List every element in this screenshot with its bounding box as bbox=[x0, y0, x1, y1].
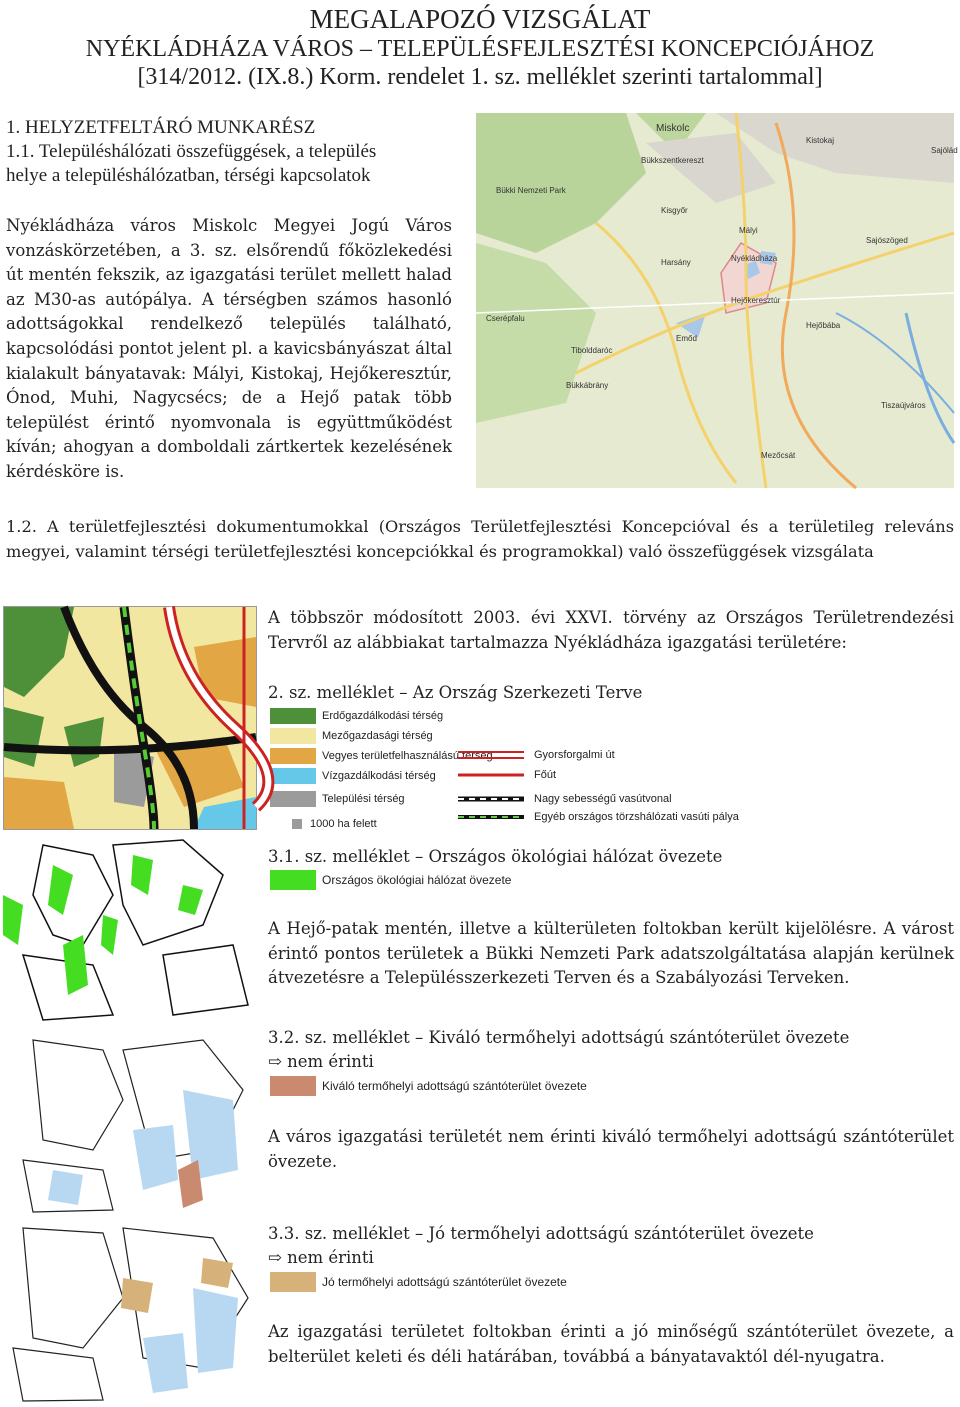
svg-text:Bükkábrány: Bükkábrány bbox=[566, 381, 609, 390]
subsection-heading-line1: 1.1. Településhálózati összefüggések, a település bbox=[6, 141, 377, 162]
annex31-title: 3.1. sz. melléklet – Országos ökológiai hálózat övezete bbox=[268, 847, 723, 866]
legend-swatch bbox=[292, 819, 302, 829]
svg-text:Nyékládháza: Nyékládháza bbox=[731, 254, 778, 263]
svg-text:Hejőbába: Hejőbába bbox=[806, 321, 841, 330]
legend-item: Kiváló termőhelyi adottságú szántóterület övezete bbox=[270, 1076, 587, 1096]
legend-swatch bbox=[270, 1272, 316, 1292]
legend-swatch bbox=[270, 870, 316, 890]
legend-line-icon bbox=[456, 747, 526, 763]
legal-reference: [314/2012. (IX.8.) Korm. rendelet 1. sz. melléklet szerinti tartalommal] bbox=[137, 64, 823, 90]
structure-plan-map bbox=[3, 606, 257, 830]
svg-text:Tiszaújváros: Tiszaújváros bbox=[881, 401, 926, 410]
legend-item: Települési térség bbox=[270, 790, 405, 808]
annex33-title: 3.3. sz. melléklet – Jó termőhelyi adottságú szántóterület övezete bbox=[268, 1224, 814, 1243]
legend-item: 1000 ha felett bbox=[320, 815, 377, 833]
section12-heading: 1.2. A területfejlesztési dokumentumokkal (Országos Területfejlesztési Koncepcióval és a területileg releváns megyei, valamint térségi területfejlesztési koncepciókkal és programokkal) való összefüggések vizsgálata bbox=[6, 517, 954, 561]
svg-text:Kisgyőr: Kisgyőr bbox=[661, 206, 688, 215]
legend-item: Vízgazdálkodási térség bbox=[270, 767, 436, 785]
svg-text:Hejőkeresztúr: Hejőkeresztúr bbox=[731, 296, 781, 305]
svg-text:Kistokaj: Kistokaj bbox=[806, 136, 835, 145]
svg-text:Cserépfalu: Cserépfalu bbox=[486, 314, 525, 323]
legend-item: Nagy sebességű vasútvonal bbox=[456, 790, 672, 808]
legend-line-icon bbox=[456, 767, 526, 783]
legend-item: Gyorsforgalmi út bbox=[456, 746, 615, 764]
legend-item: Mezőgazdasági térség bbox=[270, 727, 433, 745]
svg-text:Sajólád: Sajólád bbox=[931, 146, 958, 155]
svg-text:Emőd: Emőd bbox=[676, 334, 697, 343]
svg-text:Miskolc: Miskolc bbox=[656, 123, 690, 134]
svg-text:Tibolddaróc: Tibolddaróc bbox=[571, 346, 613, 355]
good-arable-map bbox=[3, 1218, 255, 1403]
svg-text:Sajószöged: Sajószöged bbox=[866, 236, 908, 245]
region-map bbox=[476, 113, 958, 488]
legend-swatch bbox=[270, 791, 316, 807]
legend-line-icon bbox=[456, 791, 526, 807]
legend-swatch bbox=[270, 1076, 316, 1096]
legend-line-icon bbox=[456, 809, 526, 825]
legend-swatch bbox=[270, 768, 316, 784]
annex31-body: A Hejő-patak mentén, illetve a külterületen foltokban került kijelölésre. A várost érintő pontos területek a Bükki Nemzeti Park adatszolgáltatása alapján kerülnek átvezetésre a Településszerkezeti Terven és a Szabályozási Terveken. bbox=[268, 919, 954, 988]
section1-body: Nyékládháza város Miskolc Megyei Jogú Város vonzáskörzetében, a 3. sz. elsőrendű főközlekedési út mentén fekszik, az igazgatási terület mellett halad az M30-as autópálya. A térségben számos hasonló adottságokkal rendelkező település található, kapcsolódási pontot jelent pl. a kavicsbányászat által kialakult bányatavak: Mályi, Kistokaj, Hejőkeresztúr, Ónod, Muhi, Nagycsécs; de a Hejő patak több települést érintő nyomvonala is együttműködést kíván; ahogyan a domboldali zártkertek kezelésének kérdésköre is. bbox=[6, 216, 452, 481]
annex32-body: A város igazgatási területét nem érinti kiváló termőhelyi adottságú szántóterület övezete. bbox=[268, 1127, 954, 1171]
legend-item: Főút bbox=[456, 766, 556, 784]
page-title: MEGALAPOZÓ VIZSGÁLAT bbox=[309, 4, 651, 34]
legend-swatch bbox=[270, 708, 316, 724]
annex32-title: 3.2. sz. melléklet – Kiváló termőhelyi adottságú szántóterület övezete bbox=[268, 1028, 850, 1047]
svg-text:Bükki Nemzeti Park: Bükki Nemzeti Park bbox=[496, 186, 566, 195]
legend-swatch bbox=[270, 748, 316, 764]
legend-item: Jó termőhelyi adottságú szántóterület övezete bbox=[270, 1272, 567, 1292]
map-labels-strip bbox=[662, 823, 954, 839]
ecological-network-map bbox=[3, 835, 255, 1025]
legend-swatch bbox=[270, 728, 316, 744]
svg-text:Bükkszentkereszt: Bükkszentkereszt bbox=[641, 156, 704, 165]
svg-text:Mályi: Mályi bbox=[739, 226, 758, 235]
annex2-title: 2. sz. melléklet – Az Ország Szerkezeti Terve bbox=[268, 683, 643, 702]
annex32-status: ⇨ nem érinti bbox=[268, 1052, 374, 1071]
page-subtitle: NYÉKLÁDHÁZA VÁROS – TELEPÜLÉSFEJLESZTÉSI KONCEPCIÓJÁHOZ bbox=[85, 36, 875, 62]
legend-item: Országos ökológiai hálózat övezete bbox=[270, 870, 511, 890]
excellent-arable-map bbox=[3, 1030, 255, 1215]
otrt-intro: A többször módosított 2003. évi XXVI. törvény az Országos Területrendezési Tervről az alábbiakat tartalmazza Nyékládháza igazgatási területére: bbox=[268, 608, 954, 652]
legend-item: Egyéb országos törzshálózati vasúti pálya bbox=[456, 808, 739, 826]
section-heading: 1. HELYZETFELTÁRÓ MUNKARÉSZ bbox=[6, 117, 316, 138]
annex33-body: Az igazgatási területet foltokban érinti a jó minőségű szántóterület övezete, a belterület keleti és déli határában, továbbá a bányatavaktól dél-nyugatra. bbox=[268, 1322, 954, 1366]
svg-text:Mezőcsát: Mezőcsát bbox=[761, 451, 796, 460]
annex33-status: ⇨ nem érinti bbox=[268, 1248, 374, 1267]
subsection-heading-line2: helye a településhálózatban, térségi kapcsolatok bbox=[6, 165, 371, 186]
svg-text:Harsány: Harsány bbox=[661, 258, 691, 267]
legend-item: Erdőgazdálkodási térség bbox=[270, 707, 443, 725]
legend-item: Vegyes területfelhasználású térség bbox=[270, 747, 493, 765]
